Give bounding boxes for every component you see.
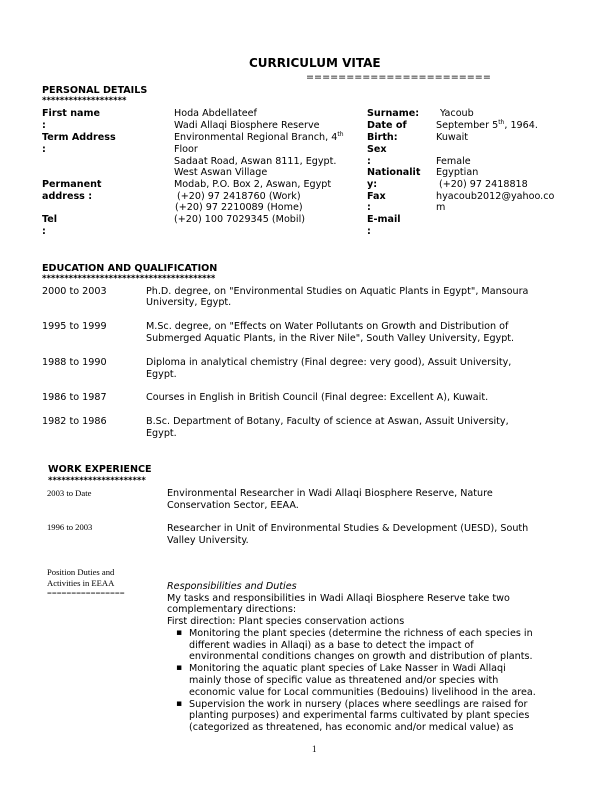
page-number: 1 bbox=[312, 744, 317, 754]
bullet-line: economic value for Local communities (Bedouins) livelihood in the area. bbox=[189, 687, 536, 698]
education-line: Egypt. bbox=[146, 369, 177, 380]
bullet-line: (categorized as threatened, has economic and/or medical value) as bbox=[189, 722, 514, 733]
term-address-line: Floor bbox=[174, 144, 198, 155]
permanent-address-label-cont: address : bbox=[42, 191, 93, 202]
term-address-line: West Aswan Village bbox=[174, 167, 268, 178]
work-line: Valley University. bbox=[167, 535, 249, 546]
work-line: Conservation Sector, EEAA. bbox=[167, 500, 299, 511]
intro-line: complementary directions: bbox=[167, 604, 297, 615]
education-line: University, Egypt. bbox=[146, 297, 232, 308]
phone-value: (+20) 97 2418818 bbox=[439, 179, 528, 190]
education-years: 1982 to 1986 bbox=[42, 416, 107, 427]
title-rule: ======================= bbox=[306, 72, 491, 83]
responsibilities-heading: Responsibilities and Duties bbox=[167, 581, 297, 592]
personal-heading: PERSONAL DETAILS bbox=[42, 85, 148, 96]
education-heading: EDUCATION AND QUALIFICATION bbox=[42, 263, 218, 274]
term-address-line: Wadi Allaqi Biosphere Reserve bbox=[174, 120, 320, 131]
nationality-label: Nationalit bbox=[367, 167, 421, 178]
work-heading: WORK EXPERIENCE bbox=[48, 464, 152, 475]
bullet-line: mainly those of specific value as threatened and/or species with bbox=[189, 675, 499, 686]
intro-line: My tasks and responsibilities in Wadi Allaqi Biosphere Reserve take two bbox=[167, 593, 510, 604]
term-address-colon: : bbox=[42, 144, 46, 155]
sex-label: Sex bbox=[367, 144, 387, 155]
term-address-line: Sadaat Road, Aswan 8111, Egypt. bbox=[174, 156, 337, 167]
bullet-line: different wadies in Allaqi) as a base to detect the impact of bbox=[189, 640, 474, 651]
intro-line: First direction: Plant species conservation actions bbox=[167, 616, 405, 627]
birthplace-value: Kuwait bbox=[436, 132, 469, 143]
sex-colon: : bbox=[367, 156, 371, 167]
education-years: 1995 to 1999 bbox=[42, 321, 107, 332]
permanent-address-line: (+20) 97 2210089 (Home) bbox=[175, 202, 303, 213]
work-heading-rule: ********************** bbox=[48, 476, 146, 486]
education-years: 1988 to 1990 bbox=[42, 357, 107, 368]
bullet-line: Supervision the work in nursery (places where seedlings are raised for bbox=[189, 699, 528, 710]
fax-colon: : bbox=[367, 202, 371, 213]
education-line: Ph.D. degree, on "Environmental Studies on Aquatic Plants in Egypt", Mansoura bbox=[146, 286, 529, 297]
bullet-line: planting purposes) and experimental farms cultivated by plant species bbox=[189, 710, 530, 721]
education-line: Courses in English in British Council (Final degree: Excellent A), Kuwait. bbox=[146, 392, 489, 403]
first-name-label: First name bbox=[42, 108, 101, 119]
education-line: Diploma in analytical chemistry (Final degree: very good), Assuit University, bbox=[146, 357, 512, 368]
birth-label: Birth: bbox=[367, 132, 398, 143]
surname-value: Yacoub bbox=[440, 108, 474, 119]
education-years: 2000 to 2003 bbox=[42, 286, 107, 297]
dob-label: Date of bbox=[367, 120, 407, 131]
bullet-icon: ▪ bbox=[176, 628, 183, 638]
fax-label: Fax bbox=[367, 191, 386, 202]
permanent-address-line: (+20) 100 7029345 (Mobil) bbox=[174, 214, 305, 225]
education-line: M.Sc. degree, on "Effects on Water Pollutants on Growth and Distribution of bbox=[146, 321, 509, 332]
email-value: hyacoub2012@yahoo.co bbox=[436, 191, 555, 202]
work-line: Researcher in Unit of Environmental Studies & Development (UESD), South bbox=[167, 523, 529, 534]
duties-rule: ================ bbox=[47, 588, 125, 598]
bullet-line: Monitoring the plant species (determine the richness of each species in bbox=[189, 628, 533, 639]
duties-label-cont: Activities in EEAA bbox=[47, 578, 115, 588]
work-line: Environmental Researcher in Wadi Allaqi Biosphere Reserve, Nature bbox=[167, 488, 493, 499]
term-address-line: Environmental Regional Branch, 4th bbox=[174, 131, 344, 143]
first-name-value: Hoda Abdellateef bbox=[174, 108, 257, 119]
email-value-cont: m bbox=[436, 202, 446, 213]
work-years: 1996 to 2003 bbox=[47, 522, 93, 532]
surname-label: Surname: bbox=[367, 108, 420, 119]
email-colon: : bbox=[367, 226, 371, 237]
bullet-icon: ▪ bbox=[176, 663, 183, 673]
bullet-icon: ▪ bbox=[176, 699, 183, 709]
education-years: 1986 to 1987 bbox=[42, 392, 107, 403]
education-heading-rule: *************************************** bbox=[42, 274, 216, 284]
tel-label: Tel bbox=[42, 214, 58, 225]
permanent-address-line: Modab, P.O. Box 2, Aswan, Egypt bbox=[174, 179, 332, 190]
bullet-line: Monitoring the aquatic plant species of Lake Nasser in Wadi Allaqi bbox=[189, 663, 506, 674]
education-line: B.Sc. Department of Botany, Faculty of science at Aswan, Assuit University, bbox=[146, 416, 509, 427]
sex-value: Female bbox=[436, 156, 471, 167]
nationality-label-cont: y: bbox=[367, 179, 378, 190]
education-line: Submerged Aquatic Plants, in the River Nile", South Valley University, Egypt. bbox=[146, 333, 515, 344]
page-title: CURRICULUM VITAE bbox=[249, 56, 381, 70]
permanent-address-label: Permanent bbox=[42, 179, 102, 190]
duties-label: Position Duties and bbox=[47, 567, 115, 577]
permanent-address-line: (+20) 97 2418760 (Work) bbox=[177, 191, 301, 202]
email-label: E-mail bbox=[367, 214, 401, 225]
nationality-value: Egyptian bbox=[436, 167, 479, 178]
dob-value: September 5th, 1964. bbox=[436, 119, 538, 131]
bullet-line: environmental conditions changes on growth and distribution of plants. bbox=[189, 651, 533, 662]
first-name-colon: : bbox=[42, 120, 46, 131]
tel-colon: : bbox=[42, 226, 46, 237]
work-years: 2003 to Date bbox=[47, 488, 92, 498]
personal-heading-rule: ******************* bbox=[42, 96, 127, 106]
education-line: Egypt. bbox=[146, 428, 177, 439]
term-address-label: Term Address bbox=[42, 132, 116, 143]
